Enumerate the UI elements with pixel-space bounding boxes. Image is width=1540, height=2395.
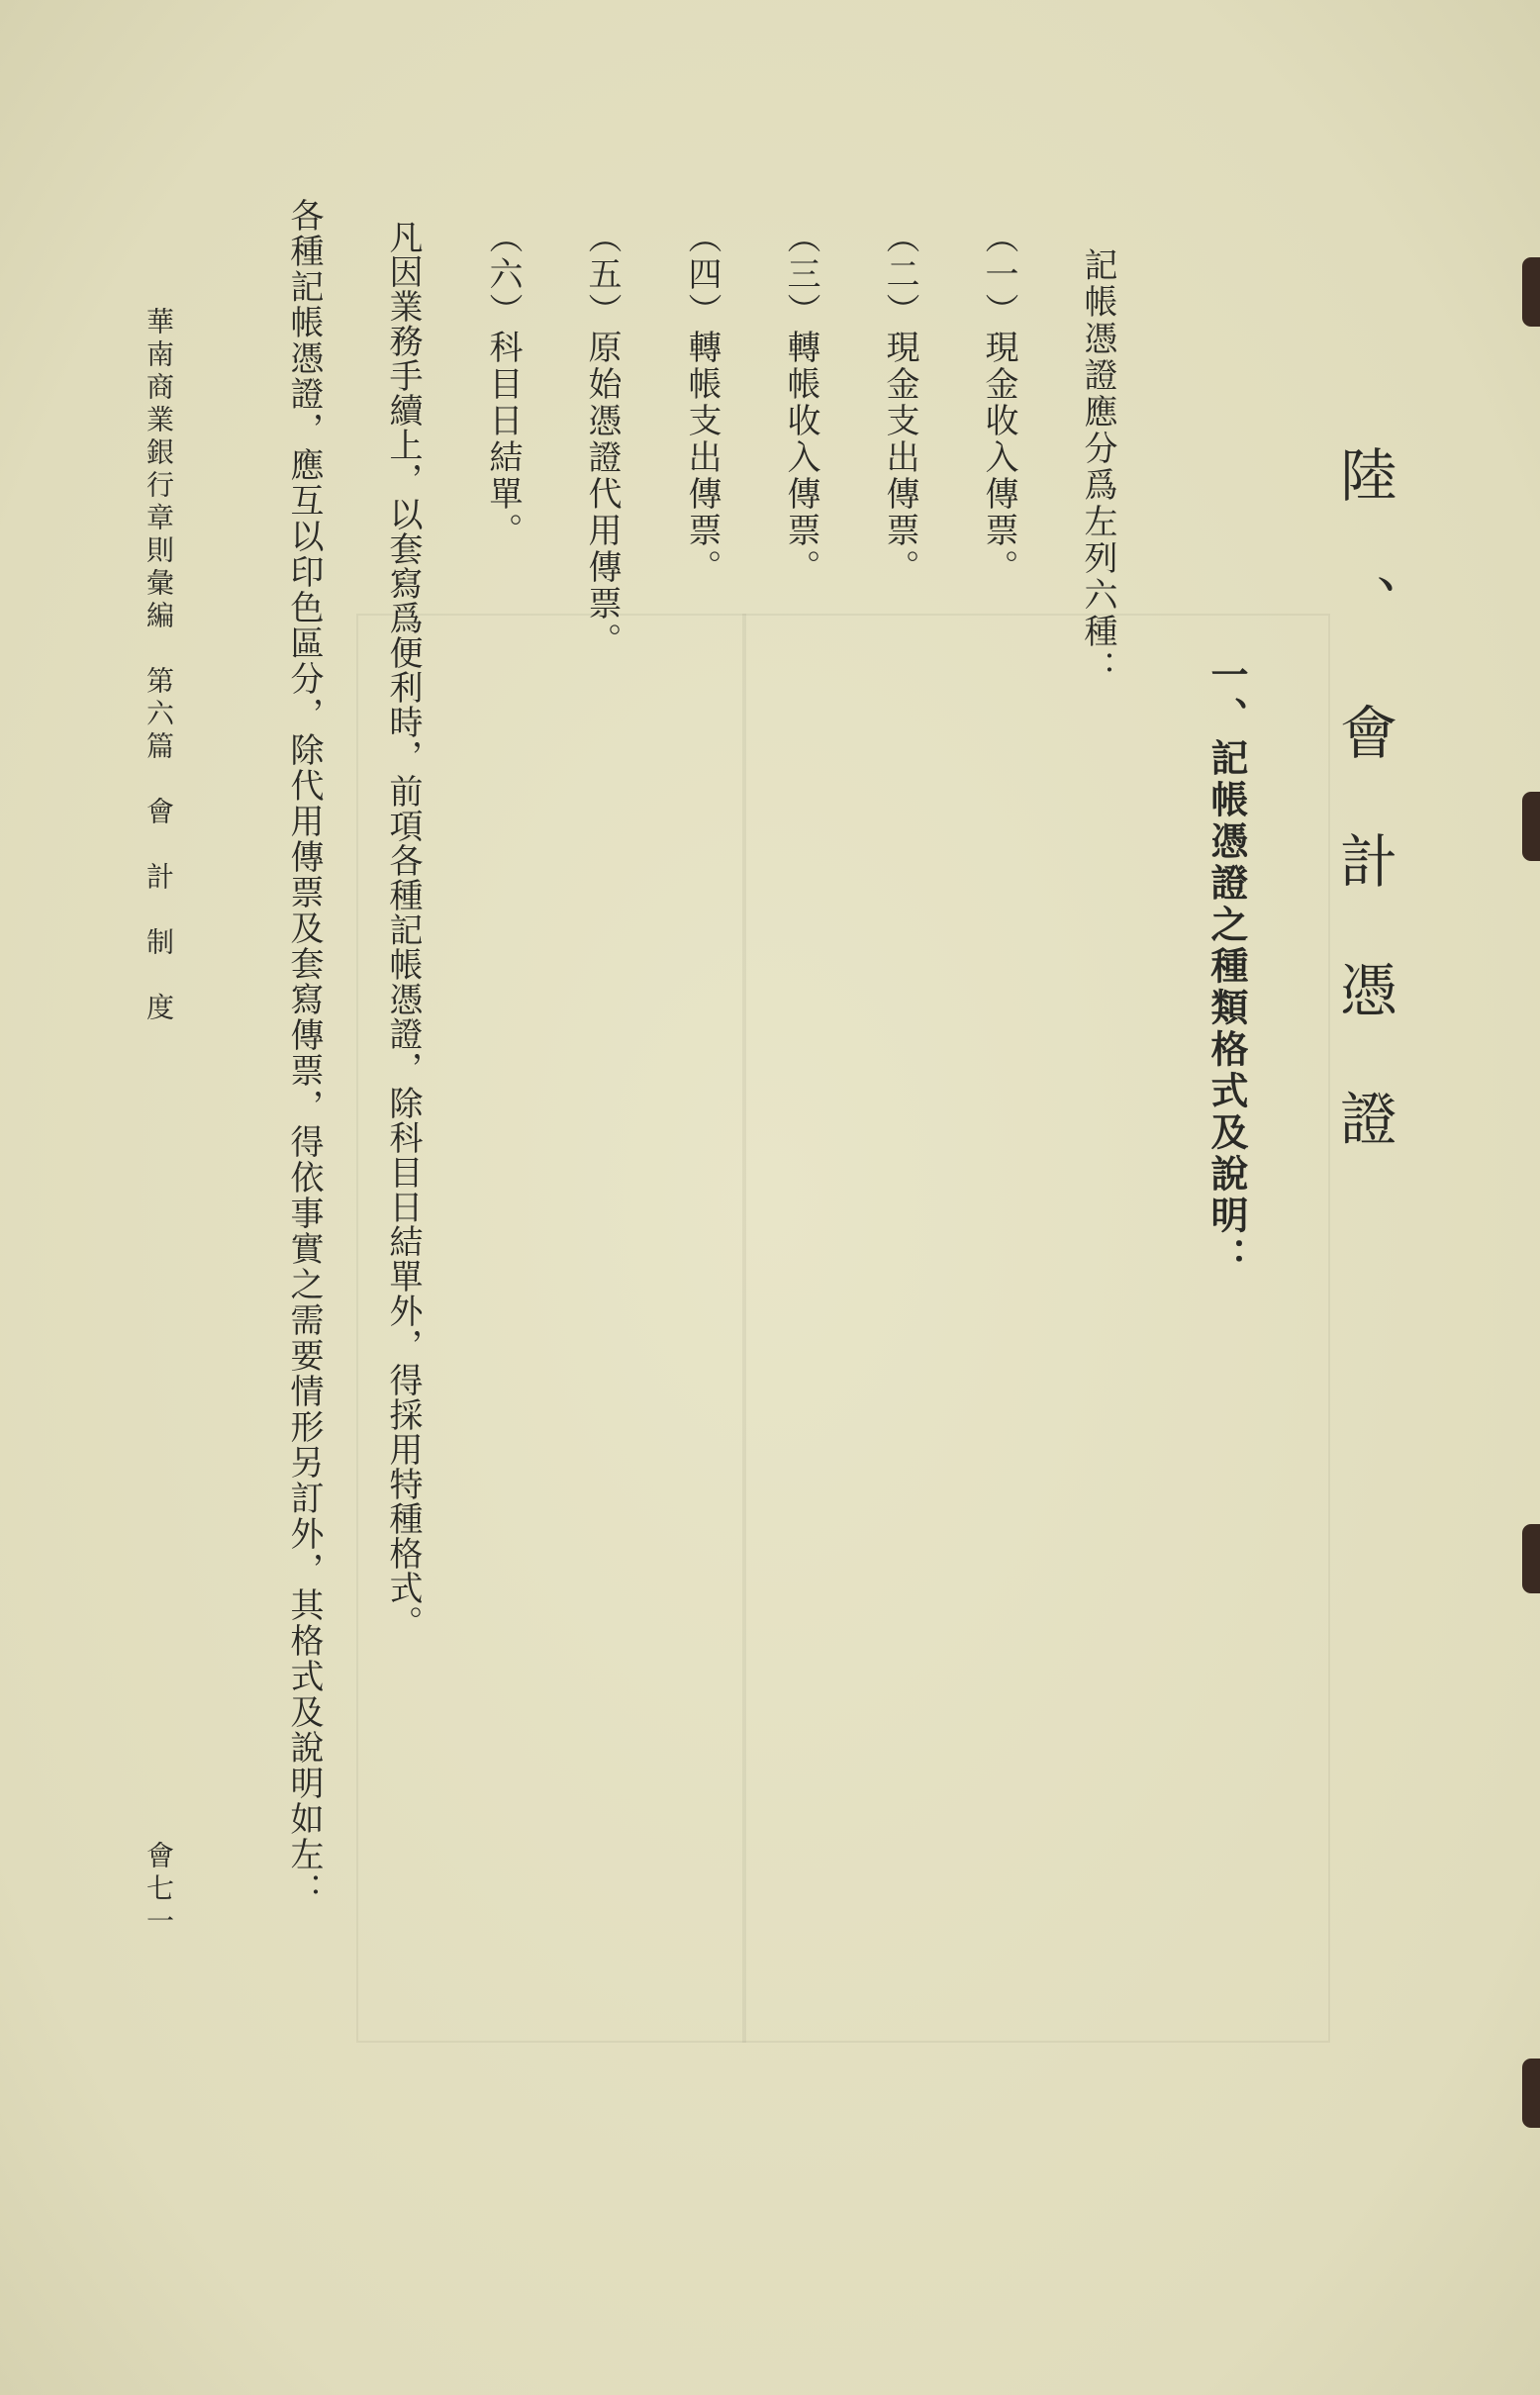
chapter-title: 陸、會計憑證 (1330, 445, 1397, 1217)
binding-hole (1522, 257, 1540, 327)
binding-hole (1522, 792, 1540, 861)
list-item: （四）轉帳支出傳票。 (682, 220, 722, 586)
list-item: （二）現金支出傳票。 (880, 220, 919, 586)
list-item: （六）科目日結單。 (483, 220, 523, 549)
footer-book-title: 華南商業銀行章則彙編 第六篇 會 計 制 度 (143, 307, 175, 1025)
section-heading: 一、記帳憑證之種類格式及說明： (1204, 655, 1249, 1279)
intro-text: 記帳憑證應分爲左列六種： (1078, 247, 1117, 687)
binding-hole (1522, 2059, 1540, 2128)
show-through-form (356, 614, 1330, 2043)
paragraph: 凡因業務手續上，以套寫爲便利時，前項各種記帳憑證，除科目日結單外，得採用特種格式。 (383, 220, 423, 1640)
list-item: （三）轉帳收入傳票。 (781, 220, 820, 586)
list-item: （一）現金收入傳票。 (979, 220, 1018, 586)
show-through-line (742, 614, 746, 2043)
paragraph: 各種記帳憑證，應互以印色區分，除代用傳票及套寫傳票，得依事實之需要情形另訂外，其格式及說明如左： (284, 198, 324, 1908)
binding-hole (1522, 1524, 1540, 1593)
list-item: （五）原始憑證代用傳票。 (582, 220, 622, 659)
page-number: 會七一 (143, 1841, 175, 1939)
